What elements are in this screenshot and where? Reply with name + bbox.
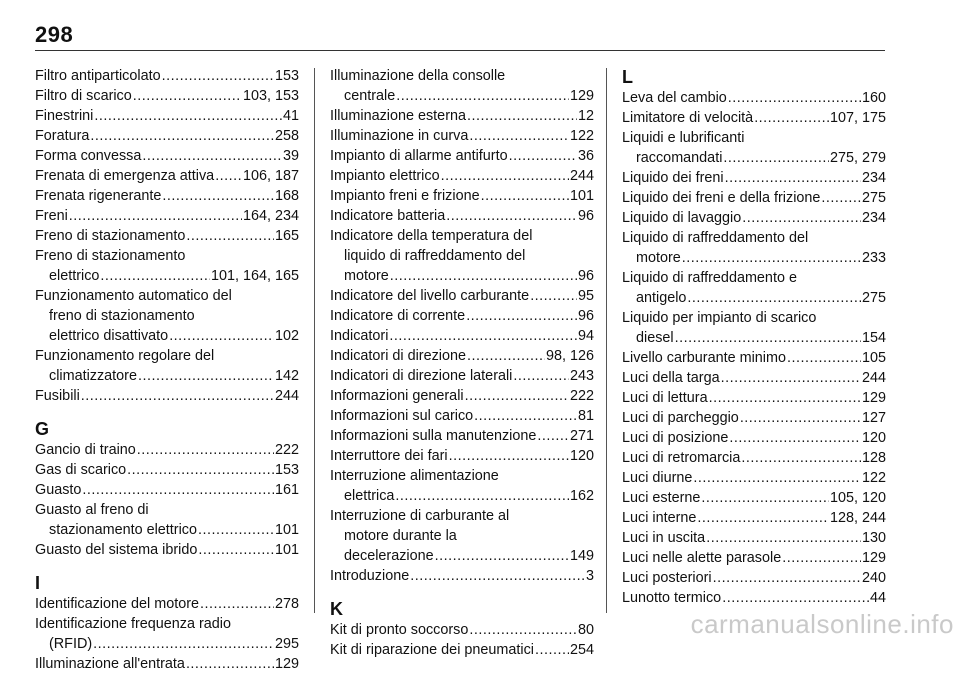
index-entry-heading: Identificazione frequenza radio xyxy=(35,616,232,632)
index-entry-term: Indicatori xyxy=(330,328,389,344)
index-entry-pages: 3 xyxy=(585,568,594,584)
index-entry-pages: 160 xyxy=(861,90,886,106)
dot-leader xyxy=(509,146,577,166)
index-entry xyxy=(330,166,594,186)
dot-leader xyxy=(215,166,242,186)
index-entry xyxy=(35,106,299,126)
dot-leader xyxy=(198,520,274,540)
section-letter: K xyxy=(330,599,343,619)
index-entry xyxy=(35,66,299,86)
dot-leader xyxy=(90,126,274,146)
dot-leader xyxy=(162,186,274,206)
index-entry-pages: 105, 120 xyxy=(829,490,886,506)
index-entry xyxy=(622,588,886,608)
index-entry-heading: Interruzione di carburante al xyxy=(330,508,510,524)
index-entry xyxy=(35,440,299,460)
section-letter: G xyxy=(35,419,50,439)
index-entry-term: Forma convessa xyxy=(35,148,142,164)
index-entry-pages: 278 xyxy=(274,596,299,612)
index-entry-pages: 103, 153 xyxy=(242,88,299,104)
index-entry-pages: 244 xyxy=(569,168,594,184)
dot-leader xyxy=(675,328,861,348)
dot-leader xyxy=(722,588,869,608)
dot-leader xyxy=(186,654,274,674)
index-column-2 xyxy=(330,66,594,660)
index-entry-term: Filtro di scarico xyxy=(35,88,132,104)
index-entry xyxy=(35,366,299,386)
dot-leader xyxy=(396,86,569,106)
index-entry-term: Freni xyxy=(35,208,68,224)
column-divider-1 xyxy=(314,68,315,613)
dot-leader xyxy=(446,206,577,226)
index-entry-heading: Liquido per impianto di scarico xyxy=(622,310,817,326)
index-entry xyxy=(330,386,594,406)
index-entry-pages: 149 xyxy=(569,548,594,564)
index-entry-pages: 129 xyxy=(861,390,886,406)
index-entry-pages: 120 xyxy=(861,430,886,446)
index-entry xyxy=(622,148,886,168)
index-entry xyxy=(622,548,886,568)
dot-leader xyxy=(469,620,577,640)
dot-leader xyxy=(127,460,274,480)
index-column-1 xyxy=(35,66,299,674)
index-entry-term: Liquido dei freni e della frizione xyxy=(622,190,821,206)
index-entry-heading: Funzionamento automatico del xyxy=(35,288,232,304)
dot-leader xyxy=(481,186,569,206)
index-entry-pages: 95 xyxy=(577,288,594,304)
index-entry xyxy=(330,306,594,326)
index-entry-term: Impianto di allarme antifurto xyxy=(330,148,508,164)
dot-leader xyxy=(535,640,569,660)
page-number: 298 xyxy=(35,22,74,47)
dot-leader xyxy=(138,366,274,386)
index-entry-term: Indicatore di corrente xyxy=(330,308,466,324)
section-letter: I xyxy=(35,573,41,593)
index-entry xyxy=(622,488,886,508)
index-entry xyxy=(330,426,594,446)
dot-leader xyxy=(200,594,274,614)
index-entry xyxy=(35,634,299,654)
index-entry xyxy=(35,146,299,166)
dot-leader xyxy=(754,108,829,128)
index-entry-pages: 36 xyxy=(577,148,594,164)
index-entry-term: (RFID) xyxy=(49,636,93,652)
index-entry-term: elettrico disattivato xyxy=(49,328,169,344)
index-entry xyxy=(35,266,299,286)
dot-leader xyxy=(721,368,861,388)
index-entry-term: Informazioni sulla manutenzione xyxy=(330,428,537,444)
index-entry-pages: 96 xyxy=(577,268,594,284)
index-entry-term: Indicatori di direzione laterali xyxy=(330,368,513,384)
dot-leader xyxy=(709,388,861,408)
index-entry xyxy=(622,108,886,128)
dot-leader xyxy=(93,634,274,654)
dot-leader xyxy=(787,348,861,368)
index-entry xyxy=(330,446,594,466)
index-entry-term: Kit di pronto soccorso xyxy=(330,622,469,638)
index-entry-term: Luci di posizione xyxy=(622,430,729,446)
dot-leader xyxy=(513,366,569,386)
index-entry xyxy=(35,594,299,614)
index-entry-pages: 101 xyxy=(274,542,299,558)
dot-leader xyxy=(728,88,861,108)
index-entry-heading: Indicatore della temperatura del xyxy=(330,228,533,244)
dot-leader xyxy=(742,208,861,228)
dot-leader xyxy=(723,148,829,168)
index-entry-pages: 154 xyxy=(861,330,886,346)
dot-leader xyxy=(706,528,861,548)
index-entry-heading: motore durante la xyxy=(344,528,457,544)
index-entry-pages: 106, 187 xyxy=(242,168,299,184)
dot-leader xyxy=(100,266,210,286)
index-entry xyxy=(622,348,886,368)
index-entry-pages: 153 xyxy=(274,68,299,84)
dot-leader xyxy=(441,166,569,186)
index-entry-term: Impianto elettrico xyxy=(330,168,440,184)
index-entry xyxy=(35,460,299,480)
index-entry-pages: 244 xyxy=(861,370,886,386)
index-entry-heading: Liquido di raffreddamento e xyxy=(622,270,797,286)
index-entry-pages: 129 xyxy=(569,88,594,104)
index-entry-pages: 12 xyxy=(577,108,594,124)
index-entry xyxy=(330,346,594,366)
dot-leader xyxy=(435,546,569,566)
index-entry-term: Guasto xyxy=(35,482,82,498)
section-letter: L xyxy=(622,67,633,87)
index-entry-term: Luci nelle alette parasole xyxy=(622,550,782,566)
dot-leader xyxy=(821,188,861,208)
index-entry xyxy=(35,226,299,246)
index-entry-term: Luci in uscita xyxy=(622,530,706,546)
dot-leader xyxy=(697,508,829,528)
index-entry xyxy=(330,486,594,506)
index-entry-pages: 128 xyxy=(861,450,886,466)
dot-leader xyxy=(729,428,861,448)
index-entry-term: decelerazione xyxy=(344,548,434,564)
dot-leader xyxy=(725,168,861,188)
index-entry xyxy=(622,508,886,528)
index-entry xyxy=(622,568,886,588)
index-entry-term: Livello carburante minimo xyxy=(622,350,786,366)
index-entry-pages: 129 xyxy=(274,656,299,672)
index-entry xyxy=(330,366,594,386)
header-divider xyxy=(35,50,885,51)
index-entry xyxy=(622,448,886,468)
index-entry-term: Kit di riparazione dei pneumatici xyxy=(330,642,534,658)
dot-leader xyxy=(94,106,282,126)
dot-leader xyxy=(69,206,242,226)
index-entry-pages: 44 xyxy=(869,590,886,606)
index-entry-term: Informazioni sul carico xyxy=(330,408,474,424)
index-entry xyxy=(622,388,886,408)
index-entry-term: Illuminazione all'entrata xyxy=(35,656,185,672)
dot-leader xyxy=(137,440,274,460)
index-entry-term: elettrica xyxy=(344,488,395,504)
index-entry xyxy=(622,188,886,208)
index-entry-heading: Liquido di raffreddamento del xyxy=(622,230,809,246)
index-entry-pages: 222 xyxy=(274,442,299,458)
index-entry-pages: 244 xyxy=(274,388,299,404)
index-entry-term: stazionamento elettrico xyxy=(49,522,197,538)
index-entry-heading: Freno di stazionamento xyxy=(35,248,186,264)
index-entry-pages: 240 xyxy=(861,570,886,586)
index-entry-term: Lunotto termico xyxy=(622,590,722,606)
index-entry xyxy=(330,406,594,426)
index-entry xyxy=(330,206,594,226)
index-entry-heading: freno di stazionamento xyxy=(49,308,195,324)
index-entry-pages: 122 xyxy=(569,128,594,144)
dot-leader xyxy=(530,286,577,306)
index-entry xyxy=(35,654,299,674)
index-entry-term: Frenata rigenerante xyxy=(35,188,162,204)
dot-leader xyxy=(682,248,861,268)
index-entry xyxy=(622,248,886,268)
dot-leader xyxy=(466,306,577,326)
index-entry-pages: 120 xyxy=(569,448,594,464)
index-entry xyxy=(330,146,594,166)
dot-leader xyxy=(701,488,829,508)
index-entry-pages: 254 xyxy=(569,642,594,658)
dot-leader xyxy=(465,386,569,406)
index-entry-pages: 94 xyxy=(577,328,594,344)
index-entry-term: diesel xyxy=(636,330,674,346)
index-entry-term: Illuminazione in curva xyxy=(330,128,469,144)
index-entry-pages: 233 xyxy=(861,250,886,266)
index-entry xyxy=(622,168,886,188)
dot-leader xyxy=(741,448,861,468)
index-entry-pages: 102 xyxy=(274,328,299,344)
index-entry-pages: 96 xyxy=(577,208,594,224)
index-entry xyxy=(622,208,886,228)
index-entry-term: centrale xyxy=(344,88,396,104)
index-entry xyxy=(330,126,594,146)
index-entry-pages: 271 xyxy=(569,428,594,444)
index-entry-term: Luci di lettura xyxy=(622,390,708,406)
index-entry-term: Guasto del sistema ibrido xyxy=(35,542,198,558)
index-entry-pages: 39 xyxy=(282,148,299,164)
index-entry-pages: 275 xyxy=(861,190,886,206)
index-entry xyxy=(330,106,594,126)
index-entry xyxy=(35,126,299,146)
dot-leader xyxy=(169,326,274,346)
index-entry xyxy=(35,520,299,540)
index-entry xyxy=(330,620,594,640)
index-entry-term: Informazioni generali xyxy=(330,388,464,404)
index-entry xyxy=(622,428,886,448)
index-entry-pages: 101 xyxy=(274,522,299,538)
index-entry-pages: 164, 234 xyxy=(242,208,299,224)
index-entry xyxy=(35,186,299,206)
index-entry-term: Luci interne xyxy=(622,510,697,526)
index-entry-pages: 81 xyxy=(577,408,594,424)
index-entry-pages: 295 xyxy=(274,636,299,652)
index-entry-pages: 128, 244 xyxy=(829,510,886,526)
index-entry xyxy=(35,386,299,406)
index-entry-term: Frenata di emergenza attiva xyxy=(35,168,215,184)
index-entry xyxy=(330,566,594,586)
index-entry-term: Limitatore di velocità xyxy=(622,110,754,126)
index-entry-term: Luci esterne xyxy=(622,490,701,506)
index-entry-pages: 98, 126 xyxy=(545,348,594,364)
index-entry-pages: 275, 279 xyxy=(829,150,886,166)
index-entry-term: raccomandati xyxy=(636,150,723,166)
index-entry-pages: 234 xyxy=(861,170,886,186)
index-entry-term: Indicatori di direzione xyxy=(330,348,466,364)
index-entry-pages: 168 xyxy=(274,188,299,204)
index-entry-term: Illuminazione esterna xyxy=(330,108,466,124)
index-entry-pages: 258 xyxy=(274,128,299,144)
index-entry-pages: 161 xyxy=(274,482,299,498)
index-entry-heading: Guasto al freno di xyxy=(35,502,149,518)
index-entry-term: Leva del cambio xyxy=(622,90,727,106)
index-entry-heading: Illuminazione della consolle xyxy=(330,68,506,84)
dot-leader xyxy=(82,480,274,500)
dot-leader xyxy=(740,408,861,428)
dot-leader xyxy=(81,386,274,406)
index-entry-pages: 165 xyxy=(274,228,299,244)
index-entry-term: motore xyxy=(636,250,681,266)
dot-leader xyxy=(389,326,577,346)
index-entry-term: antigelo xyxy=(636,290,687,306)
dot-leader xyxy=(449,446,569,466)
index-entry-term: motore xyxy=(344,268,389,284)
index-entry-pages: 153 xyxy=(274,462,299,478)
dot-leader xyxy=(133,86,242,106)
index-entry-term: Luci diurne xyxy=(622,470,693,486)
index-entry-term: elettrico xyxy=(49,268,100,284)
index-entry xyxy=(330,546,594,566)
index-entry xyxy=(35,326,299,346)
index-entry-heading: liquido di raffreddamento del xyxy=(344,248,526,264)
index-entry-heading: Interruzione alimentazione xyxy=(330,468,499,484)
index-entry xyxy=(622,88,886,108)
index-entry-term: Indicatore batteria xyxy=(330,208,446,224)
dot-leader xyxy=(467,106,577,126)
index-entry xyxy=(330,640,594,660)
index-entry xyxy=(622,528,886,548)
index-entry-pages: 107, 175 xyxy=(829,110,886,126)
index-entry-term: Identificazione del motore xyxy=(35,596,199,612)
dot-leader xyxy=(142,146,282,166)
dot-leader xyxy=(713,568,861,588)
index-entry-pages: 243 xyxy=(569,368,594,384)
index-entry-pages: 80 xyxy=(577,622,594,638)
index-entry xyxy=(35,166,299,186)
index-entry-term: Finestrini xyxy=(35,108,94,124)
index-entry-term: Foratura xyxy=(35,128,90,144)
index-entry xyxy=(330,266,594,286)
dot-leader xyxy=(198,540,274,560)
dot-leader xyxy=(395,486,569,506)
index-entry xyxy=(622,368,886,388)
index-entry xyxy=(330,286,594,306)
dot-leader xyxy=(162,66,274,86)
index-entry-term: Luci posteriori xyxy=(622,570,712,586)
index-entry-pages: 222 xyxy=(569,388,594,404)
index-entry-term: Indicatore del livello carburante xyxy=(330,288,530,304)
index-entry-pages: 96 xyxy=(577,308,594,324)
index-entry-term: Introduzione xyxy=(330,568,410,584)
index-entry xyxy=(622,288,886,308)
index-entry-pages: 162 xyxy=(569,488,594,504)
dot-leader xyxy=(186,226,274,246)
index-entry xyxy=(330,326,594,346)
dot-leader xyxy=(410,566,585,586)
index-entry-term: Luci della targa xyxy=(622,370,720,386)
index-entry xyxy=(330,86,594,106)
index-entry-pages: 130 xyxy=(861,530,886,546)
dot-leader xyxy=(782,548,861,568)
index-entry-term: Fusibili xyxy=(35,388,80,404)
dot-leader xyxy=(474,406,577,426)
index-entry-pages: 127 xyxy=(861,410,886,426)
index-entry-term: Liquido dei freni xyxy=(622,170,724,186)
dot-leader xyxy=(469,126,569,146)
index-entry xyxy=(35,206,299,226)
index-entry-term: Luci di parcheggio xyxy=(622,410,739,426)
column-divider-2 xyxy=(606,68,607,613)
index-column-3 xyxy=(622,66,886,608)
index-entry-pages: 142 xyxy=(274,368,299,384)
index-entry-term: Freno di stazionamento xyxy=(35,228,186,244)
index-entry-pages: 41 xyxy=(282,108,299,124)
dot-leader xyxy=(693,468,861,488)
index-entry xyxy=(622,328,886,348)
index-entry-term: Interruttore dei fari xyxy=(330,448,448,464)
watermark: carmanualsonline.info xyxy=(690,609,954,639)
dot-leader xyxy=(537,426,569,446)
index-entry-term: Gas di scarico xyxy=(35,462,127,478)
dot-leader xyxy=(687,288,861,308)
index-entry-heading: Liquidi e lubrificanti xyxy=(622,130,745,146)
index-entry xyxy=(330,186,594,206)
index-entry xyxy=(35,480,299,500)
dot-leader xyxy=(390,266,577,286)
index-entry-pages: 105 xyxy=(861,350,886,366)
index-entry xyxy=(35,86,299,106)
index-entry-term: Gancio di traino xyxy=(35,442,136,458)
index-entry-term: Luci di retromarcia xyxy=(622,450,741,466)
index-entry-term: Impianto freni e frizione xyxy=(330,188,480,204)
index-entry-pages: 234 xyxy=(861,210,886,226)
dot-leader xyxy=(467,346,545,366)
index-entry xyxy=(622,408,886,428)
index-entry xyxy=(35,540,299,560)
index-entry-term: Filtro antiparticolato xyxy=(35,68,161,84)
index-entry-pages: 129 xyxy=(861,550,886,566)
index-entry-term: Liquido di lavaggio xyxy=(622,210,742,226)
index-entry-pages: 275 xyxy=(861,290,886,306)
index-entry-pages: 101, 164, 165 xyxy=(210,268,299,284)
index-entry-heading: Funzionamento regolare del xyxy=(35,348,215,364)
index-entry-pages: 122 xyxy=(861,470,886,486)
index-entry-term: climatizzatore xyxy=(49,368,137,384)
index-entry xyxy=(622,468,886,488)
index-entry-pages: 101 xyxy=(569,188,594,204)
